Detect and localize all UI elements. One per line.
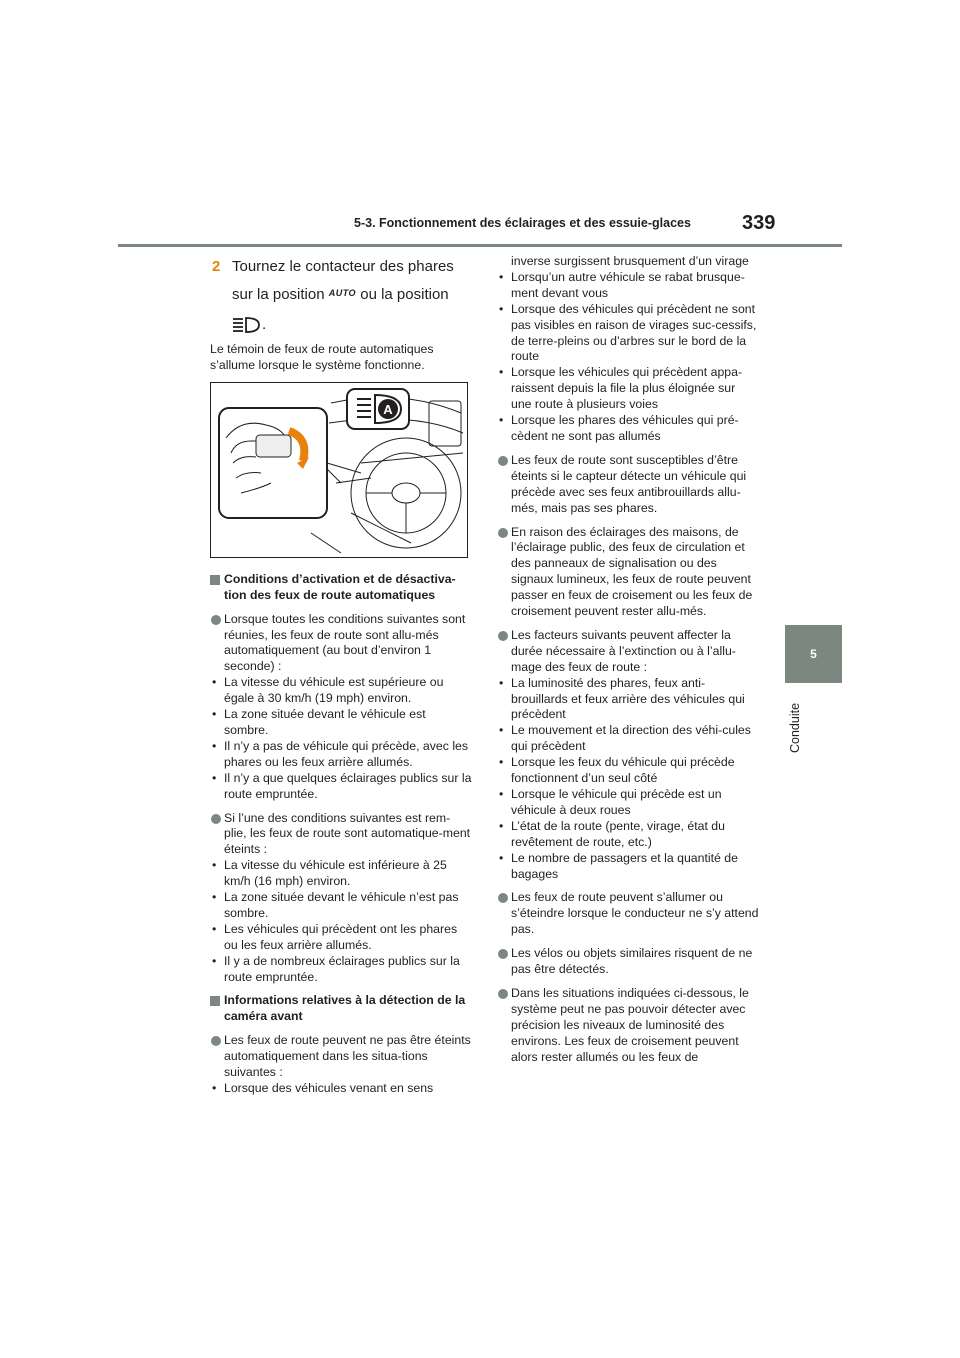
svg-text:A: A [383, 401, 393, 417]
headlight-switch-illustration [210, 382, 468, 558]
square-bullet-icon [210, 996, 220, 1006]
subhead-camera-detection [210, 993, 472, 1025]
list-item: • Lorsque les véhicules qui précèdent appa-raissent depuis la file la plus éloignée sur une route à plusieurs voies [499, 365, 743, 412]
list-item-text: Lorsqu’un autre véhicule se rabat brusque-ment devant vous [511, 269, 745, 300]
bullet-item [210, 1033, 472, 1097]
circle-bullet-icon [498, 949, 508, 959]
list-item [497, 254, 759, 270]
bullet-item [210, 612, 472, 803]
bullet-text: Dans les situations indiquées ci-dessous, le système peut ne pas pouvoir détecter avec précision les niveaux de luminosité des environs. Les feux de croisement peuvent alors rester allumés ou les feux de [511, 985, 749, 1064]
bullet-text: Les facteurs suivants peuvent affecter la durée nécessaire à l’extinction ou à l’allu-mage des feux de route : [511, 627, 736, 674]
list-item: • Lorsqu’un autre véhicule se rabat brusque-ment devant vous [499, 269, 745, 300]
list-item: • La vitesse du véhicule est inférieure à 25 km/h (16 mph) environ. [212, 858, 447, 889]
step-period: . [262, 316, 267, 333]
list-item: • Le nombre de passagers et la quantité de bagages [499, 850, 738, 881]
list-item: • Il n’y a pas de véhicule qui précède, avec les phares ou les feux arrière allumés. [212, 738, 469, 769]
list-item-text: Les véhicules qui précèdent ont les phares ou les feux arrière allumés. [224, 921, 458, 952]
section-title: 5-3. Fonctionnement des éclairages et des essuie-glaces [354, 216, 691, 230]
left-column [210, 254, 472, 1105]
list-item: • Les véhicules qui précèdent ont les phares ou les feux arrière allumés. [212, 921, 458, 952]
bullet-item [497, 453, 759, 517]
square-bullet-icon [210, 575, 220, 585]
bullet-item [210, 811, 472, 986]
right-column [497, 254, 759, 1074]
list-item-text: La zone située devant le véhicule est sombre. [224, 707, 426, 737]
list-item: • La zone située devant le véhicule n’est pas sombre. [212, 890, 459, 920]
bullet-text: Les feux de route sont susceptibles d’être éteints si le capteur détecte un véhicule qui précède avec ses feux antibrouillards allu-més, mais pas ses phares. [511, 452, 747, 515]
list-item: • Lorsque des véhicules qui précèdent ne sont pas visibles en raison de virages suc-cessifs, de terre-pleins ou d’arbres sur le bord de la route [499, 301, 757, 364]
circle-bullet-icon [498, 989, 508, 999]
list-item: • Lorsque les phares des véhicules qui pré-cèdent ne sont pas allumés [499, 413, 739, 443]
bullet-item [497, 946, 759, 978]
page-number: 339 [742, 212, 776, 234]
step-number: 2 [212, 258, 221, 275]
list-item-text: L’état de la route (pente, virage, état du revêtement de route, etc.) [511, 818, 725, 849]
bullet-item [497, 986, 759, 1066]
list-item-text: Lorsque des véhicules qui précèdent ne sont pas visibles en raison de virages suc-cessifs, de terre-pleins ou d’arbres sur le bord de la route [511, 301, 757, 364]
list-item: • Lorsque le véhicule qui précède est un véhicule à deux roues [499, 787, 722, 817]
list-item-text: Il n’y a que quelques éclairages publics sur la route empruntée. [224, 770, 472, 801]
auto-switch-icon: AUTO [328, 288, 357, 298]
circle-bullet-icon [211, 615, 221, 625]
list-item-text: Lorsque les phares des véhicules qui pré-cèdent ne sont pas allumés [511, 413, 739, 443]
subhead-activation-conditions [210, 572, 472, 604]
bullet-text: Si l’une des conditions suivantes est rem-plie, les feux de route sont automatique-ment éteints : [224, 810, 471, 857]
circle-bullet-icon [498, 528, 508, 538]
list-item-text: Lorsque des véhicules venant en sens [224, 1081, 434, 1095]
list-item-text: Il n’y a pas de véhicule qui précède, avec les phares ou les feux arrière allumés. [224, 738, 469, 769]
bullet-item [497, 525, 759, 620]
list-item-text: Il y a de nombreux éclairages publics sur la route empruntée. [224, 953, 460, 984]
list-item: • La luminosité des phares, feux anti-brouillards et feux arrière des véhicules qui précèdent [499, 675, 745, 722]
bullet-text: Les feux de route peuvent ne pas être éteints automatiquement dans les situa-tions suivantes : [224, 1033, 471, 1080]
bullet-item [497, 890, 759, 938]
circle-bullet-icon [211, 814, 221, 824]
list-item: • Le mouvement et la direction des véhi-cules qui précèdent [499, 723, 751, 754]
list-item-text: La vitesse du véhicule est supérieure ou égale à 30 km/h (19 mph) environ. [224, 675, 444, 706]
circle-bullet-icon [498, 893, 508, 903]
list-item-text: Lorsque les véhicules qui précèdent appa-raissent depuis la file la plus éloignée sur une route à plusieurs voies [511, 365, 743, 412]
high-beam-icon [232, 316, 262, 334]
step-line-1: Tournez le contacteur des phares [232, 258, 454, 275]
list-item-text: La luminosité des phares, feux anti-brouillards et feux arrière des véhicules qui précèdent [511, 675, 745, 722]
chapter-tab[interactable]: 5 [785, 625, 842, 683]
bullet-text: En raison des éclairages des maisons, de l’éclairage public, des feux de circulation et des panneaux de signalisation ou des signaux lumineux, les feux de route peuvent passer en feux de croisement ou les feux de croisement peuvent rester allu-més. [511, 524, 753, 619]
list-item: • Lorsque les feux du véhicule qui précède fonctionnent d’un seul côté [499, 755, 735, 786]
list-item: • Lorsque des véhicules venant en sens [212, 1081, 434, 1095]
step-line-2 [232, 280, 472, 308]
list-item-text: Le nombre de passagers et la quantité de bagages [511, 850, 738, 881]
header-divider [118, 244, 842, 247]
subhead-text: Informations relatives à la détection de la caméra avant [224, 993, 466, 1024]
intro-paragraph: Le témoin de feux de route automatiques s’allume lorsque le système fonctionne. [210, 342, 434, 372]
step-text-after: ou la position [356, 286, 449, 303]
step-text-before: sur la position [232, 286, 329, 303]
bullet-text: Les feux de route peuvent s’allumer ou s’éteindre lorsque le conducteur ne s’y attend pas. [511, 890, 759, 937]
list-item-text: inverse surgissent brusquement d’un virage [511, 254, 749, 268]
list-item-text: La zone située devant le véhicule n’est pas sombre. [224, 890, 459, 920]
subhead-text: Conditions d’activation et de désactiva-tion des feux de route automatiques [224, 571, 456, 602]
bullet-text: Lorsque toutes les conditions suivantes sont réunies, les feux de route sont allu-més automatiquement (au bout d’environ 1 seconde) : [224, 611, 466, 674]
circle-bullet-icon [498, 631, 508, 641]
list-item: • Il n’y a que quelques éclairages publics sur la route empruntée. [212, 770, 472, 801]
list-item: • La vitesse du véhicule est supérieure ou égale à 30 km/h (19 mph) environ. [212, 675, 444, 706]
list-item-text: Lorsque le véhicule qui précède est un véhicule à deux roues [511, 787, 722, 817]
step-line-3 [232, 308, 472, 338]
list-item: • Il y a de nombreux éclairages publics sur la route empruntée. [212, 953, 460, 984]
step-instruction [210, 254, 472, 338]
bullet-text: Les vélos ou objets similaires risquent de ne pas être détectés. [511, 946, 753, 977]
list-item: • L’état de la route (pente, virage, état du revêtement de route, etc.) [499, 818, 725, 849]
list-item-text: Le mouvement et la direction des véhi-cules qui précèdent [511, 723, 751, 754]
list-item-text: La vitesse du véhicule est inférieure à 25 km/h (16 mph) environ. [224, 858, 447, 889]
bullet-item [497, 628, 759, 883]
circle-bullet-icon [498, 456, 508, 466]
list-item-text: Lorsque les feux du véhicule qui précède fonctionnent d’un seul côté [511, 755, 735, 786]
chapter-label: Conduite [788, 702, 802, 753]
list-item: • La zone située devant le véhicule est sombre. [212, 707, 426, 737]
circle-bullet-icon [211, 1036, 221, 1046]
